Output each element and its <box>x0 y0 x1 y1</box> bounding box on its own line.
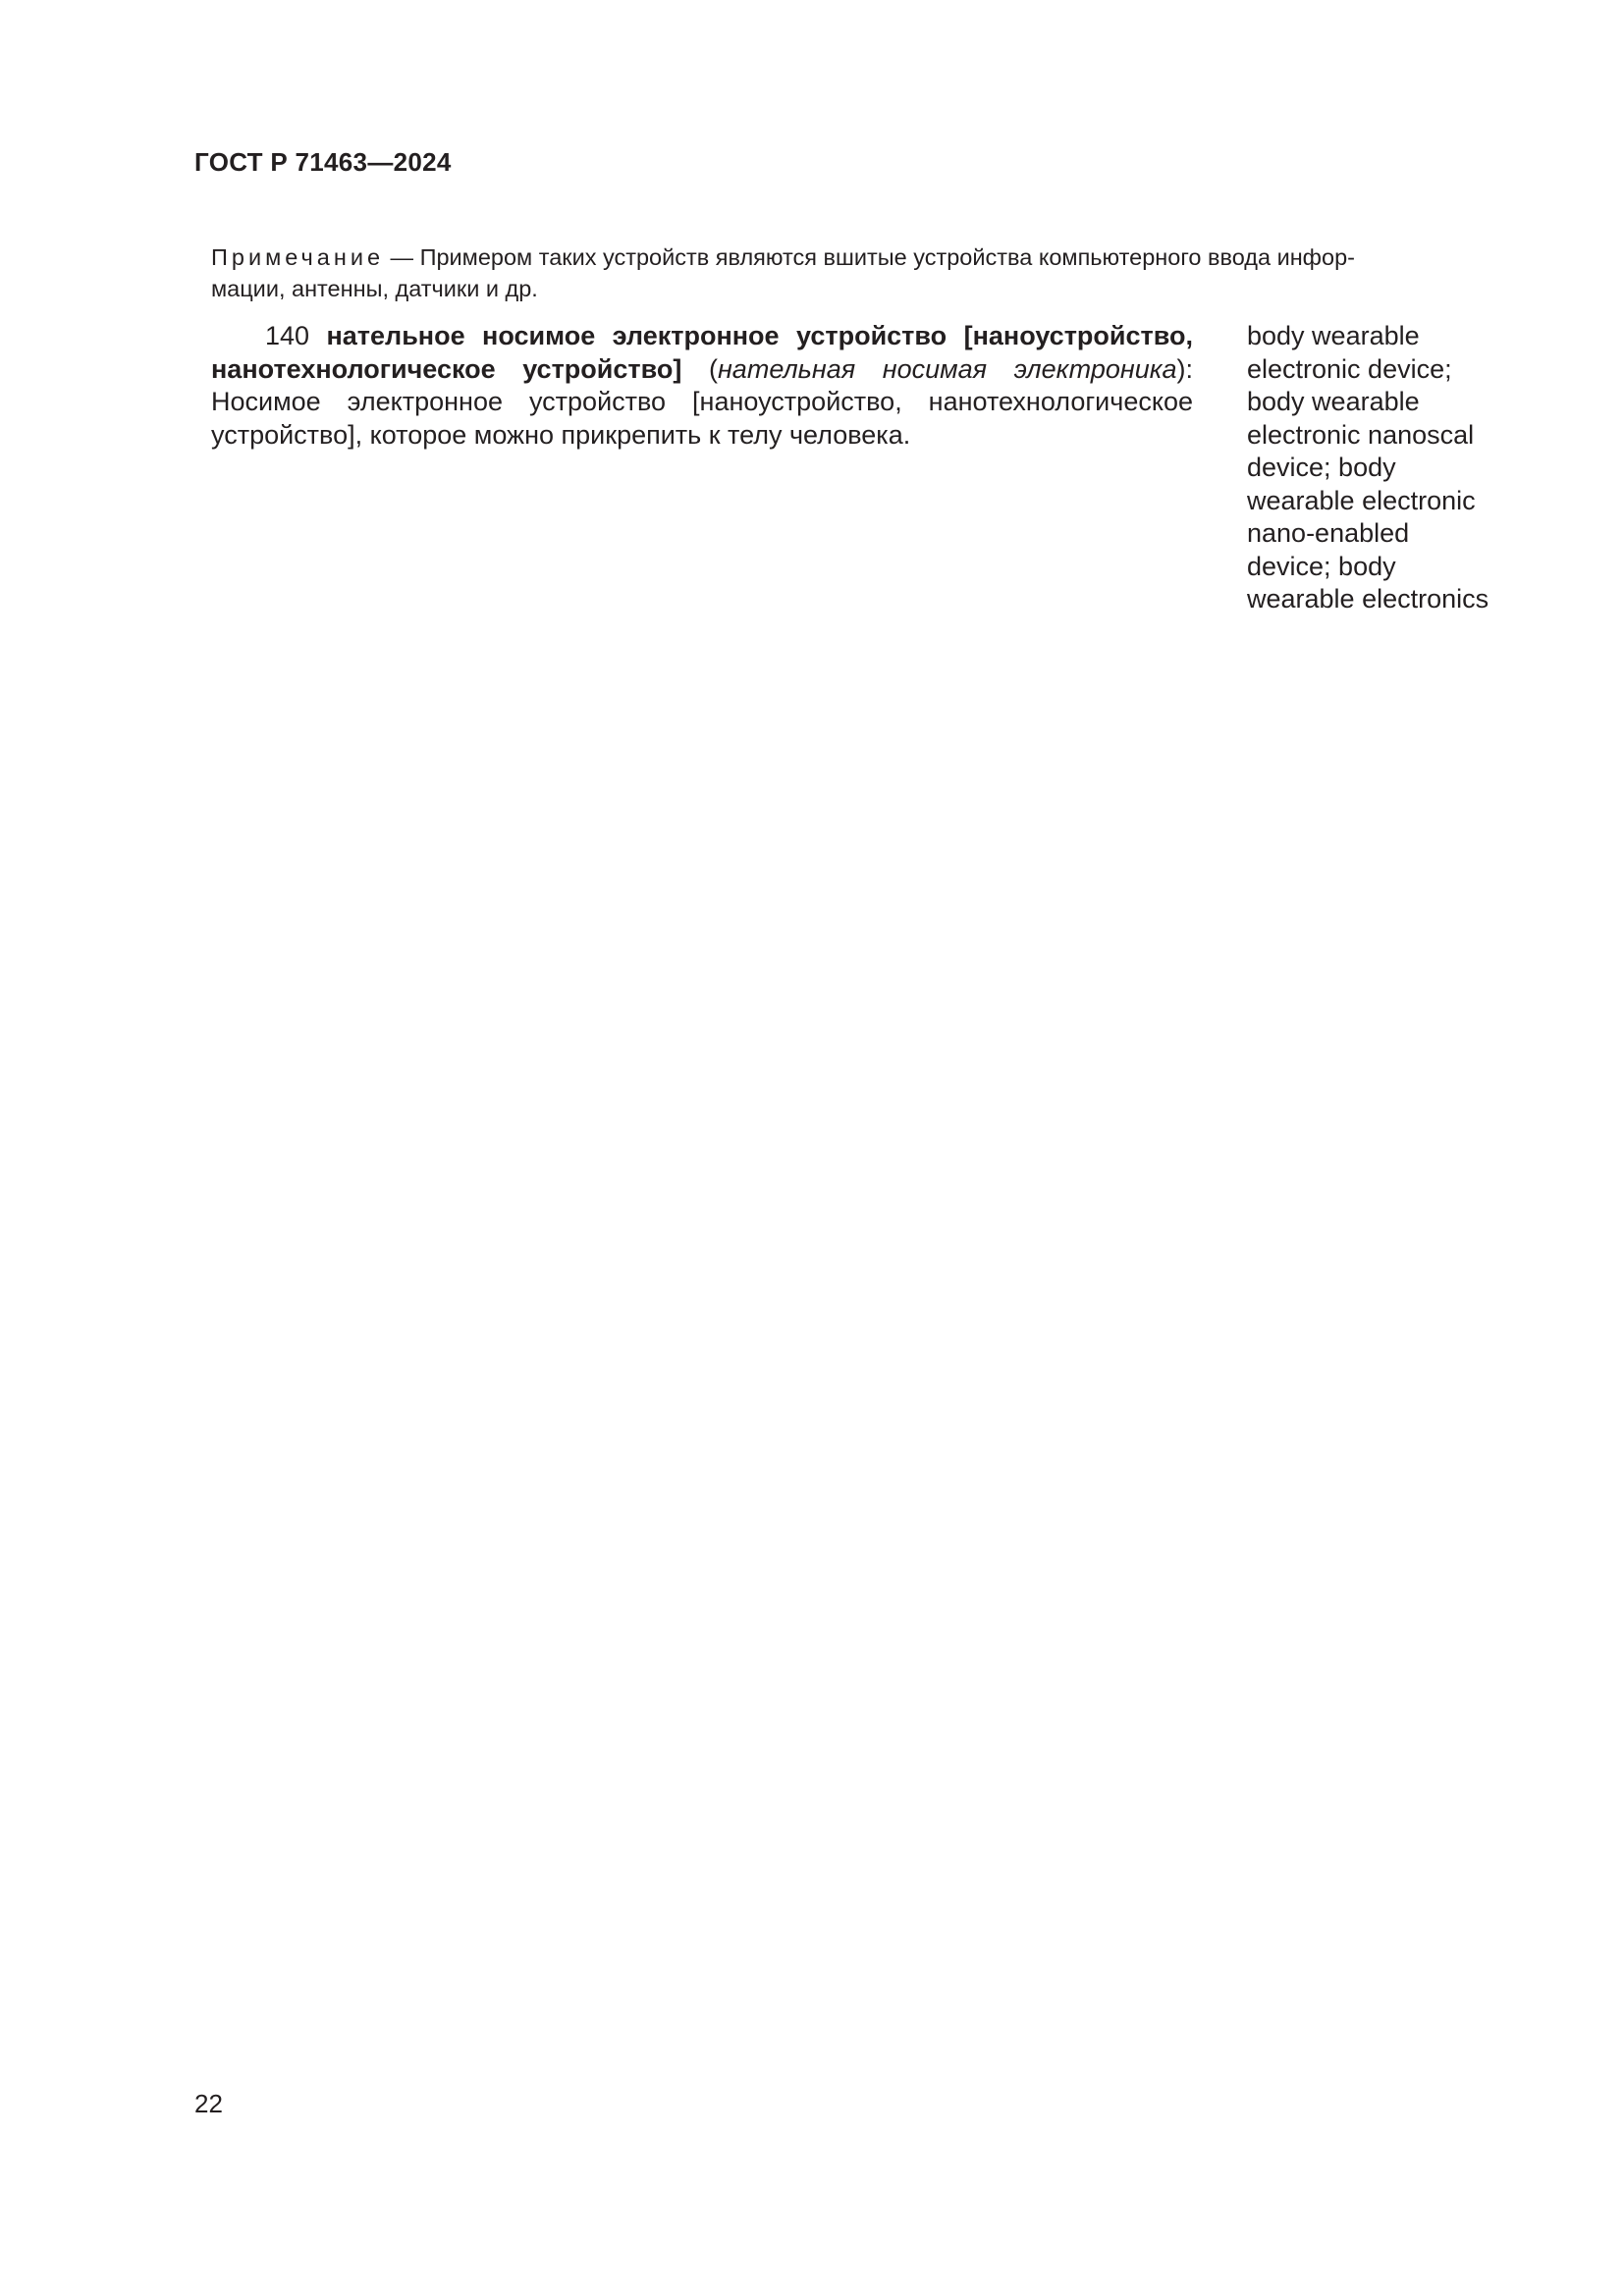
term-number: 140 <box>265 321 327 350</box>
definition-line-2: устройство], которое можно прикрепить к телу человека. <box>211 419 911 450</box>
note-continuation: мации, антенны, датчики и др. <box>211 276 538 301</box>
english-equivalent <box>1247 320 1542 616</box>
english-line: nano-enabled <box>1247 518 1410 548</box>
term-synonym: нательная носимая электроника <box>717 353 1177 384</box>
note-paragraph <box>211 241 1527 273</box>
term-line-2 <box>211 353 1193 387</box>
english-line: body wearable <box>1247 387 1420 416</box>
term-title-part1: нательное носимое электронное устройство [наноустройство, <box>326 321 1193 350</box>
note-text-line1: Примером таких устройств являются вшитые устройства компьютерного ввода инфор- <box>419 244 1355 270</box>
definition-line-1: Носимое электронное устройство [наноустройство, нанотехнологическое <box>211 387 1193 416</box>
english-line: device; body <box>1247 551 1396 581</box>
english-line: electronic device; <box>1247 353 1452 384</box>
term-entry-140 <box>211 320 1193 452</box>
paren-open: ( <box>681 353 718 384</box>
document-header: ГОСТ Р 71463—2024 <box>194 147 452 177</box>
term-title-part2: нанотехнологическое устройство] <box>211 353 682 384</box>
note-dash: — <box>384 244 420 270</box>
english-line: wearable electronics <box>1247 584 1489 614</box>
english-line: wearable electronic <box>1247 485 1476 515</box>
paren-close: ): <box>1176 353 1193 384</box>
english-line: electronic nanoscal <box>1247 419 1475 450</box>
english-line: body wearable <box>1247 321 1420 350</box>
note-label: Примечание <box>211 244 385 270</box>
english-line: device; body <box>1247 453 1396 482</box>
term-line-1 <box>211 320 1193 353</box>
page-number: 22 <box>194 2089 223 2118</box>
